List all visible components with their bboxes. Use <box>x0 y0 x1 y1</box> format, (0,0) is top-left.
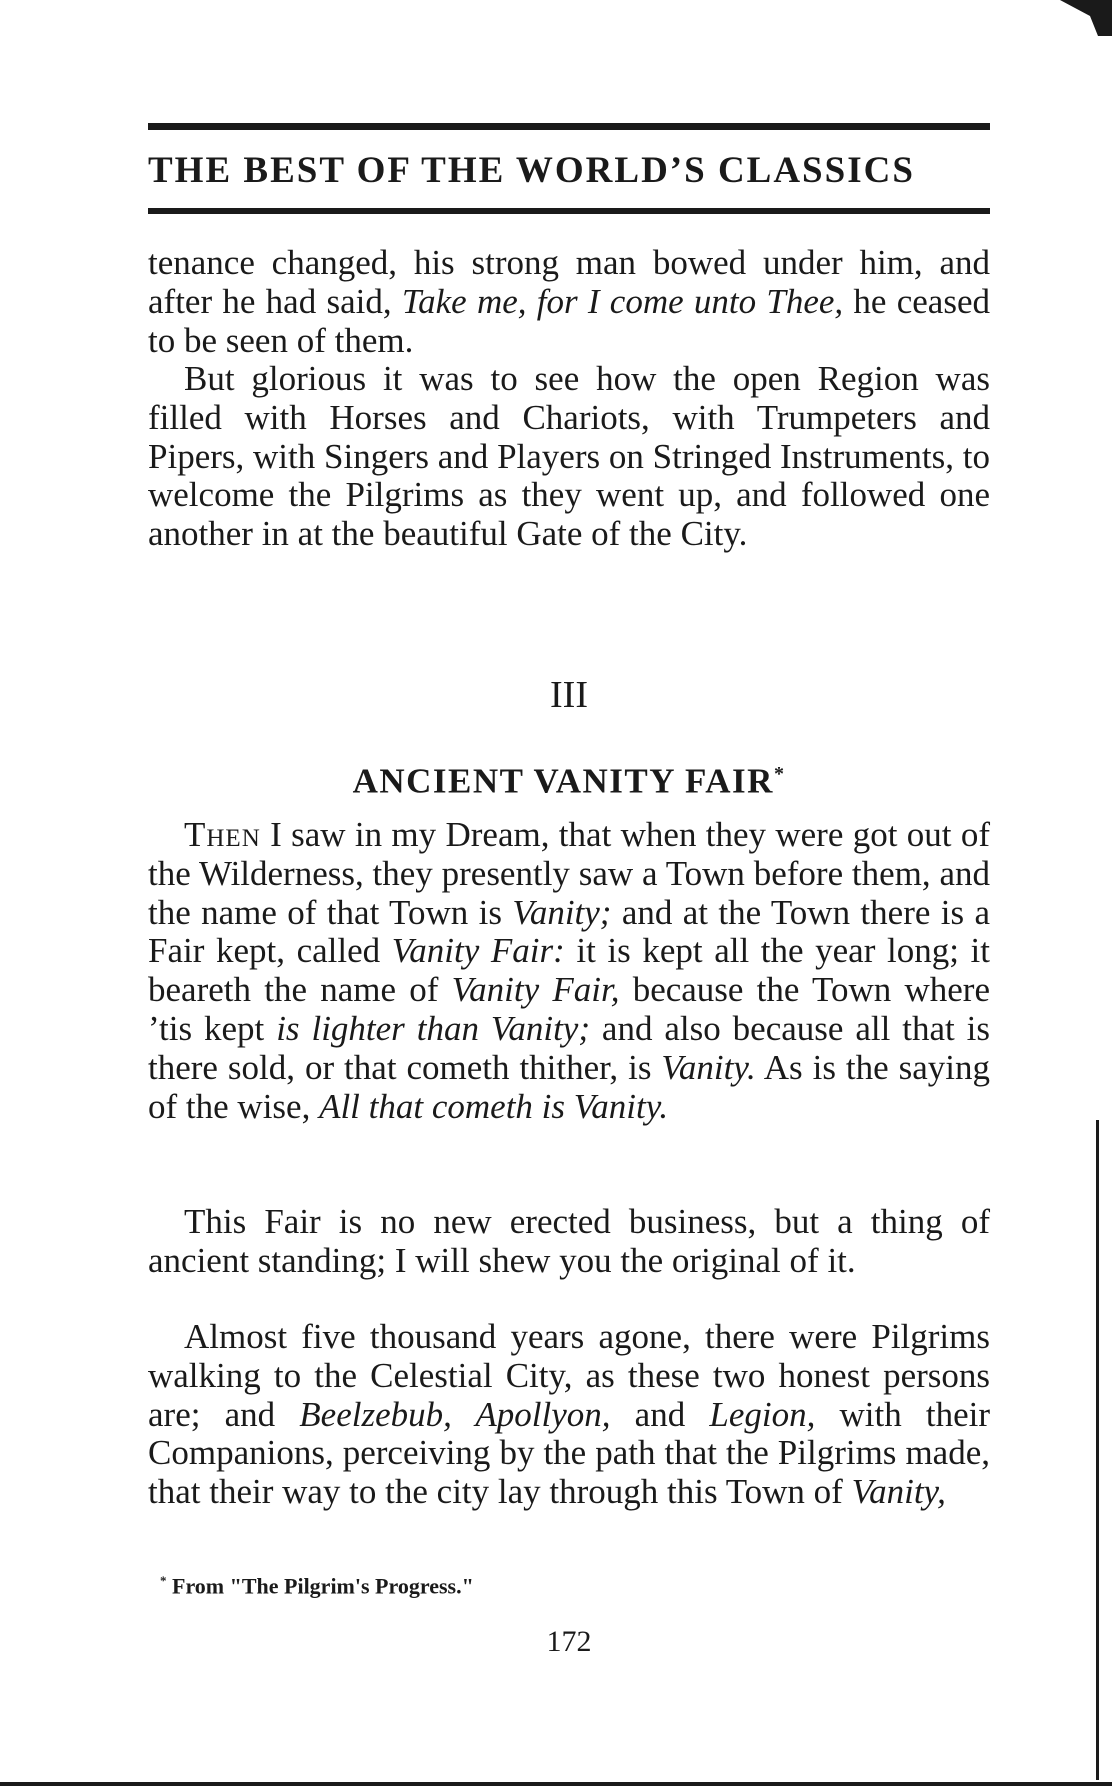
origin-seg3: with their Companions, perceiving by the path that the Pilgrims made, that their way to the city lay through this Town of <box>148 1394 991 1512</box>
dropcap-word: Then <box>184 815 261 854</box>
page-number: 172 <box>546 1625 592 1658</box>
vanity-it2: Vanity Fair: <box>391 931 565 971</box>
fair-text: This Fair is no new erected business, but a thing of ancient standing; I will shew you the original of it. <box>148 1202 990 1280</box>
header-top-rule <box>148 123 990 130</box>
continuation-quote: Take me, for I come unto Thee, <box>401 281 844 321</box>
continuation-end-text: he ceased to be seen of them. <box>148 281 990 360</box>
origin-it1: Beelzebub, Apollyon, <box>299 1394 611 1434</box>
chapter-title <box>148 752 990 804</box>
vanity-it1: Vanity; <box>512 892 612 932</box>
page-corner-mark <box>1060 0 1112 36</box>
page-edge-bottom <box>0 1782 1112 1786</box>
footnote <box>148 1566 1002 1601</box>
origin-it2: Legion, <box>709 1394 816 1434</box>
footnote-marker: * <box>160 1573 167 1588</box>
glory-text: But glorious it was to see how the open Region was filled with Horses and Chariots, with Trumpeters and Pipers, with Singers and Players on Stringed Instruments, to welcome the Pilgrims as they went up, and followed one another in at the beautiful Gate of the City. <box>148 359 990 554</box>
chapter-title-text: ANCIENT VANITY FAIR <box>352 761 774 801</box>
origin-paragraph <box>148 1318 990 1512</box>
origin-seg1: Almost five thousand years agone, there were Pilgrims walking to the Celestial City, as these two honest persons are; and <box>148 1317 990 1434</box>
vanity-it6: All that cometh is Vanity. <box>319 1086 669 1126</box>
vanity-seg4: because the Town where ’tis kept <box>148 970 990 1048</box>
running-header: THE BEST OF THE WORLD’S CLASSICS <box>148 150 915 191</box>
chapter-footnote-marker: * <box>773 763 786 785</box>
vanity-it5: Vanity. <box>661 1047 756 1087</box>
origin-it3: Vanity, <box>851 1472 946 1512</box>
vanity-seg5: and also because all that is there sold, or that cometh thither, is <box>148 1008 990 1087</box>
origin-seg2: and <box>610 1394 710 1434</box>
vanity-paragraph <box>148 816 990 1126</box>
continuation-paragraph <box>148 244 990 360</box>
vanity-seg6: As is the saying of the wise, <box>148 1047 990 1126</box>
header-bottom-rule <box>148 208 990 214</box>
continuation-text: tenance changed, his strong man bowed under him, and after he had said, <box>148 243 990 321</box>
vanity-it4: is lighter than Vanity; <box>276 1008 590 1048</box>
vanity-seg3: it is kept all the year long; it beareth the name of <box>148 931 990 1010</box>
fair-paragraph <box>148 1203 990 1281</box>
vanity-seg1: I saw in my Dream, that when they were got out of the Wilderness, they presently saw a Town before them, and the name of that Town is <box>148 815 990 932</box>
chapter-number: III <box>550 674 588 716</box>
footnote-text: From "The Pilgrim's Progress." <box>172 1573 474 1599</box>
glory-paragraph <box>148 360 990 554</box>
vanity-it3: Vanity Fair, <box>451 970 620 1010</box>
page-edge-right <box>1096 1120 1099 1780</box>
vanity-seg2: and at the Town there is a Fair kept, called <box>148 892 990 971</box>
